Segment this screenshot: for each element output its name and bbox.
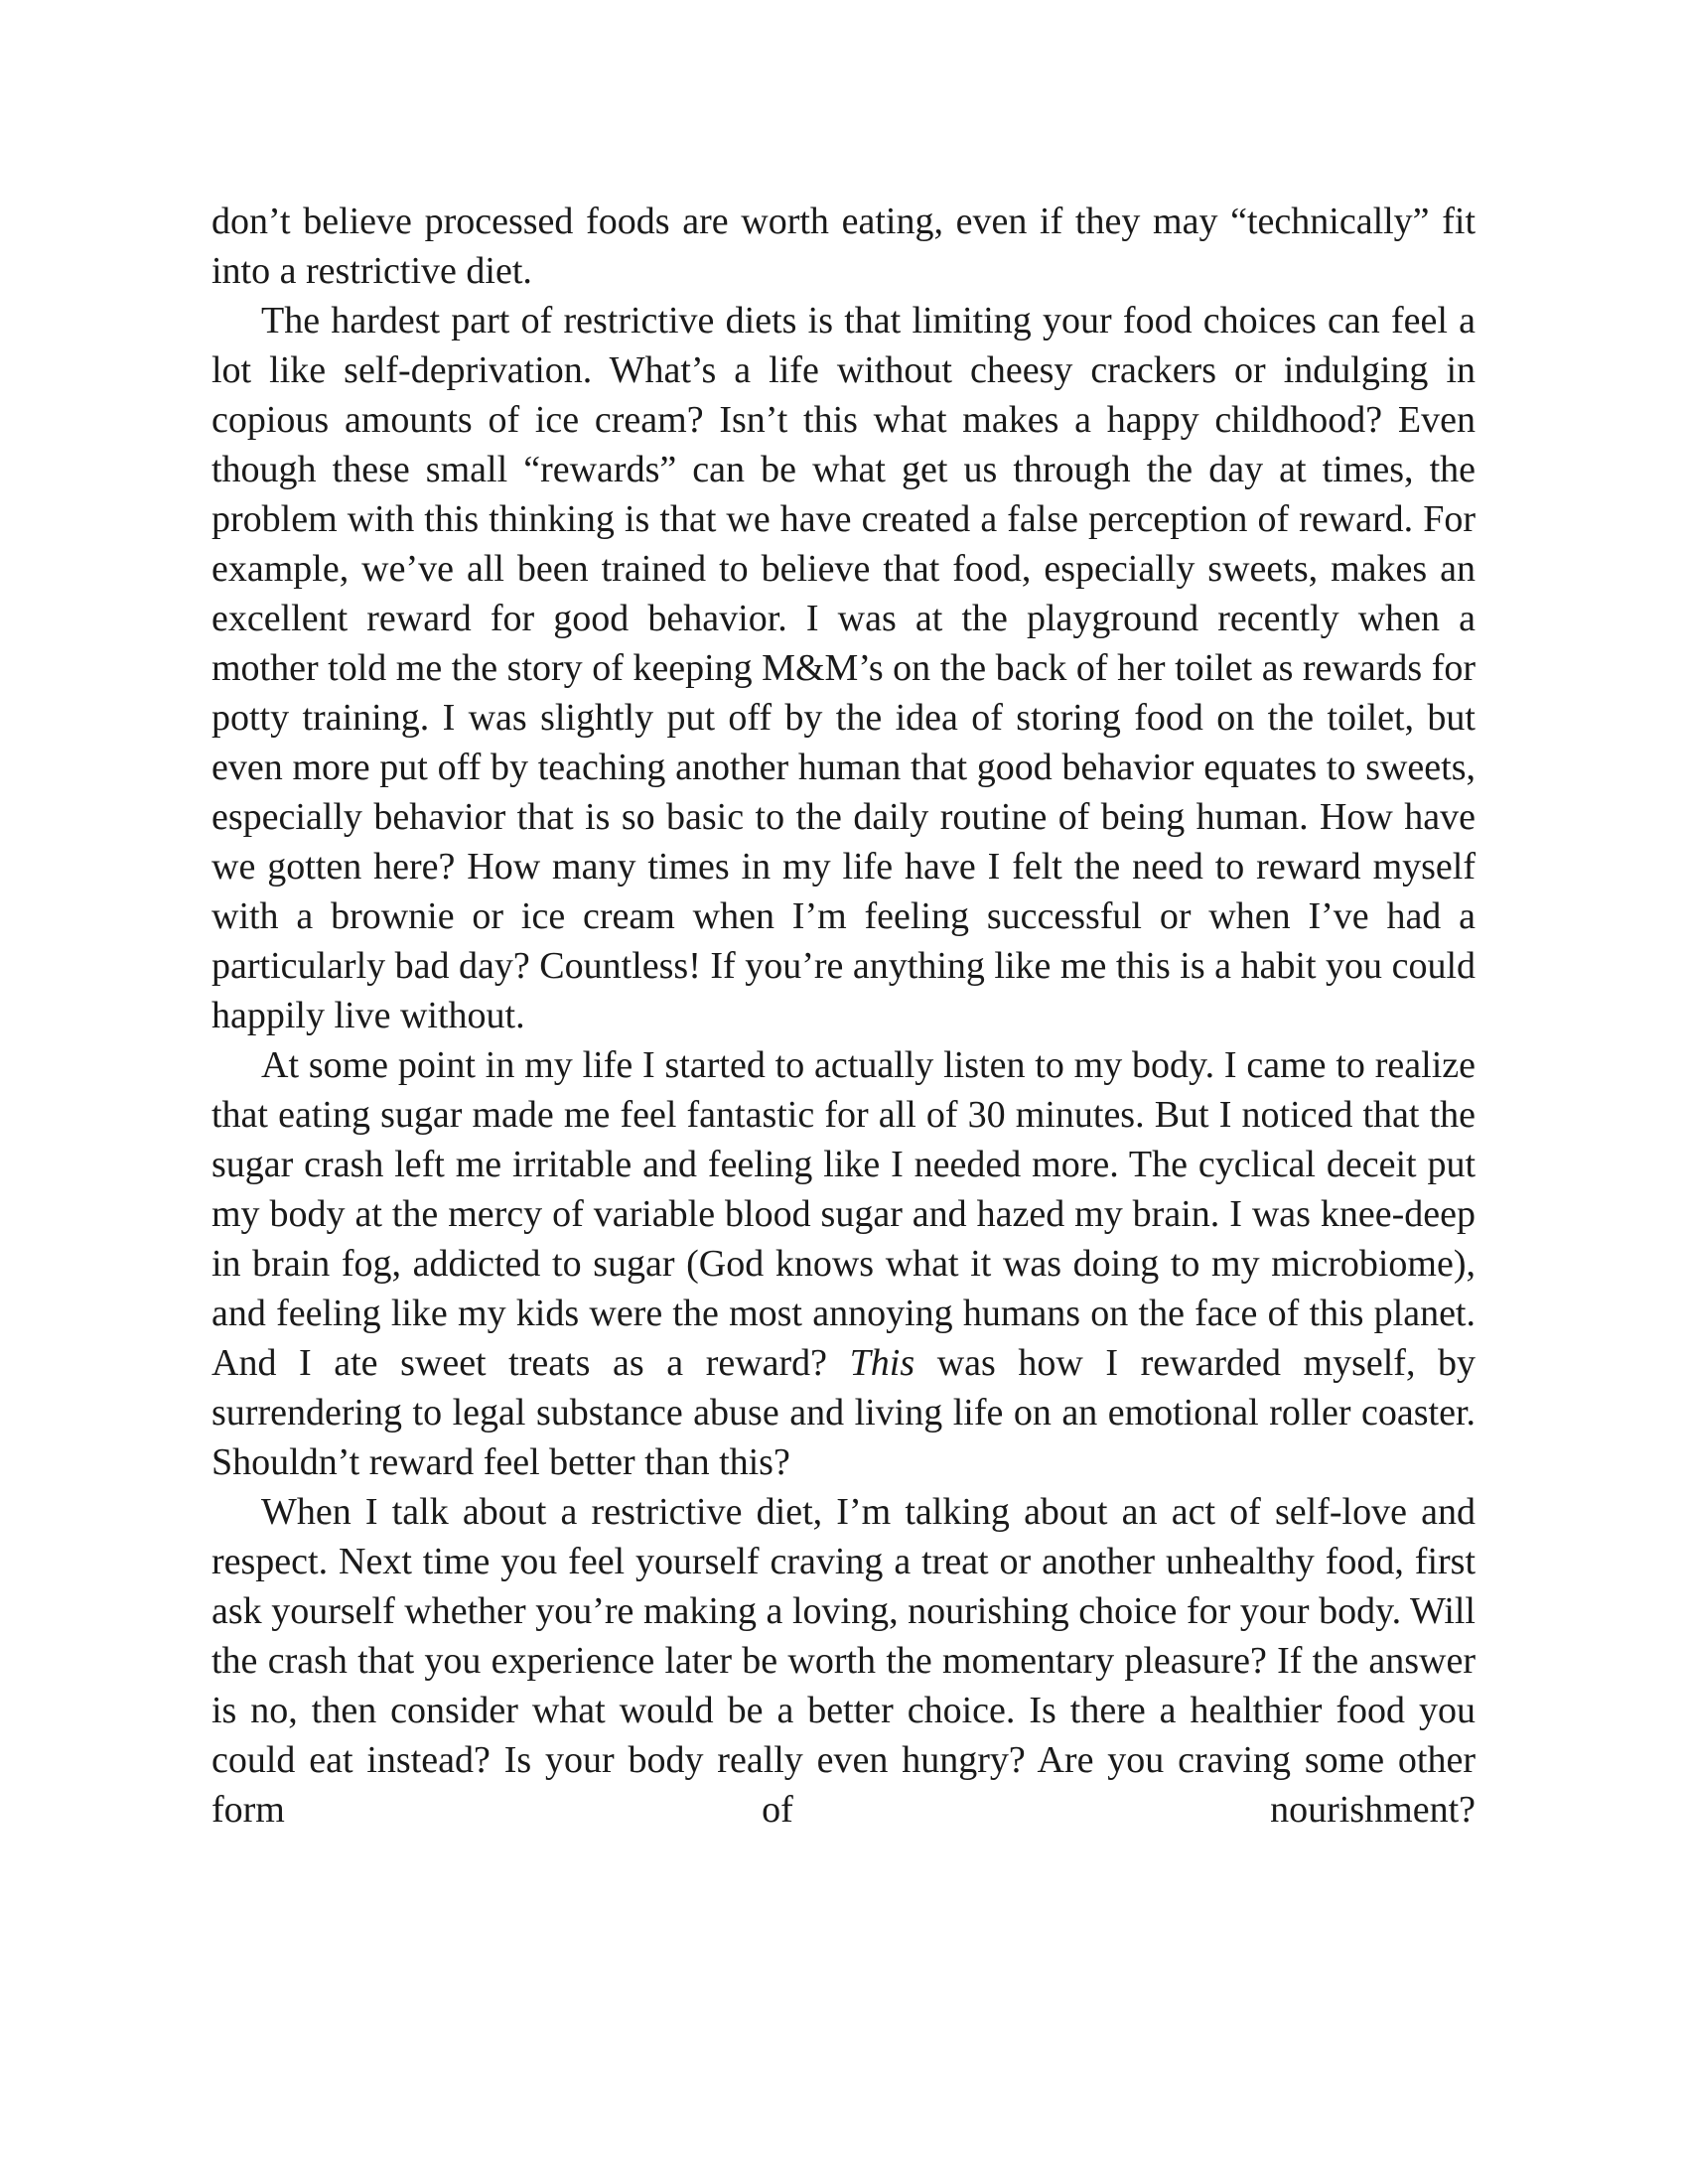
paragraph-4: When I talk about a restrictive diet, I’m talking about an act of self-love and respect. Next time you feel yourself craving a treat or another unhealthy food, first ask yourself whether you’re making a loving, nourishing choice for your body. Will the crash that you experience later be worth the momentary pleasure? If the answer is no, then consider what would be a better choice. Is there a healthier food you could eat instead? Is your body really even hungry? Are you craving some other form of nourishment? [211, 1491, 1476, 1831]
paragraph-3-text-before: At some point in my life I started to actually listen to my body. I came to realize that eating sugar made me feel fantastic for all of 30 minutes. But I noticed that the sugar crash left me irritable and feeling like I needed more. The cyclical deceit put my body at the mercy of variable blood sugar and hazed my brain. I was knee-deep in brain fog, addicted to sugar (God knows what it was doing to my microbiome), and feeling like my kids were the most annoying humans on the face of this planet. And I ate sweet treats as a reward? [211, 1044, 1476, 1384]
page-body [211, 197, 1476, 1835]
paragraph-2: The hardest part of restrictive diets is that limiting your food choices can feel a lot like self-deprivation. What’s a life without cheesy crackers or indulging in copious amounts of ice cream? Isn’t this what makes a happy childhood? Even though these small “rewards” can be what get us through the day at times, the problem with this thinking is that we have created a false perception of reward. For example, we’ve all been trained to believe that food, especially sweets, makes an excellent reward for good behavior. I was at the playground recently when a mother told me the story of keeping M&M’s on the back of her toilet as rewards for potty training. I was slightly put off by the idea of storing food on the toilet, but even more put off by teaching another human that good behavior equates to sweets, especially behavior that is so basic to the daily routine of being human. How have we gotten here? How many times in my life have I felt the need to reward myself with a brownie or ice cream when I’m feeling successful or when I’ve had a particularly bad day? Countless! If you’re anything like me this is a habit you could happily live without. [211, 300, 1476, 1036]
paragraph-1: don’t believe processed foods are worth eating, even if they may “technically” fit into a restrictive diet. [211, 201, 1476, 292]
paragraph-3-text-after: was how I rewarded myself, by surrendering to legal substance abuse and living life on an emotional roller coaster. Shouldn’t reward feel better than this? [211, 1342, 1477, 1483]
paragraph-3-italic-word: This [849, 1342, 915, 1384]
paragraph-3 [211, 1040, 1476, 1487]
